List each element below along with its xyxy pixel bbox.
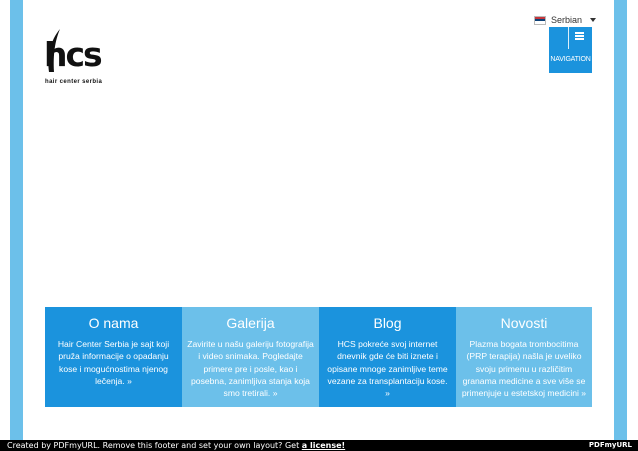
hamburger-menu-icon	[575, 32, 584, 40]
hcs-logo[interactable]	[40, 26, 120, 88]
feature-text: Plazma bogata trombocitima (PRP terapija) našla je uveliko svoju primenu u različitim granama medicine a sve više se primenjuje u estetskoj medicini »	[461, 339, 587, 399]
feature-text: Hair Center Serbia je sajt koji pruža informacije o opadanju kose i mogućnostima njenog lečenja. »	[57, 339, 170, 386]
feature-title: Galerija	[226, 315, 275, 331]
feature-text: HCS pokreće svoj internet dnevnik gde će biti iznete i opisane mnoge zanimljive teme vezane za transplantaciju kose. »	[327, 339, 448, 399]
feature-blog[interactable]	[319, 307, 456, 407]
language-label: Serbian	[551, 15, 583, 25]
language-selector[interactable]	[534, 13, 596, 27]
footer-license-link[interactable]: a license!	[301, 441, 346, 450]
nav-divider	[568, 27, 569, 49]
feature-text: Zavirite u našu galeriju fotografija i video snimaka. Pogledajte primere pre i posle, kao i posebna, zanimljiva stanja koja smo tretirali. »	[187, 339, 314, 399]
logo-text: hcs	[44, 35, 101, 74]
feature-title: Novosti	[500, 315, 548, 331]
navigation-button[interactable]	[549, 27, 592, 73]
feature-novosti[interactable]	[456, 307, 592, 407]
feature-title: Blog	[373, 315, 402, 331]
feature-boxes	[45, 307, 592, 407]
serbian-flag-icon	[534, 16, 546, 25]
feature-title: O nama	[88, 315, 139, 331]
left-accent-bar	[10, 0, 23, 440]
pdf-footer	[0, 440, 638, 451]
footer-text: Created by PDFmyURL. Remove this footer and set your own layout? Get	[7, 441, 300, 450]
feature-o-nama[interactable]	[45, 307, 182, 407]
pdfmyurl-logo: PDFmyURL	[588, 441, 632, 449]
logo-subtitle: hair center serbia	[45, 79, 103, 85]
right-accent-bar	[614, 0, 627, 440]
chevron-down-icon	[590, 18, 596, 22]
feature-galerija[interactable]	[182, 307, 319, 407]
navigation-label: NAVIGATION	[550, 56, 591, 63]
